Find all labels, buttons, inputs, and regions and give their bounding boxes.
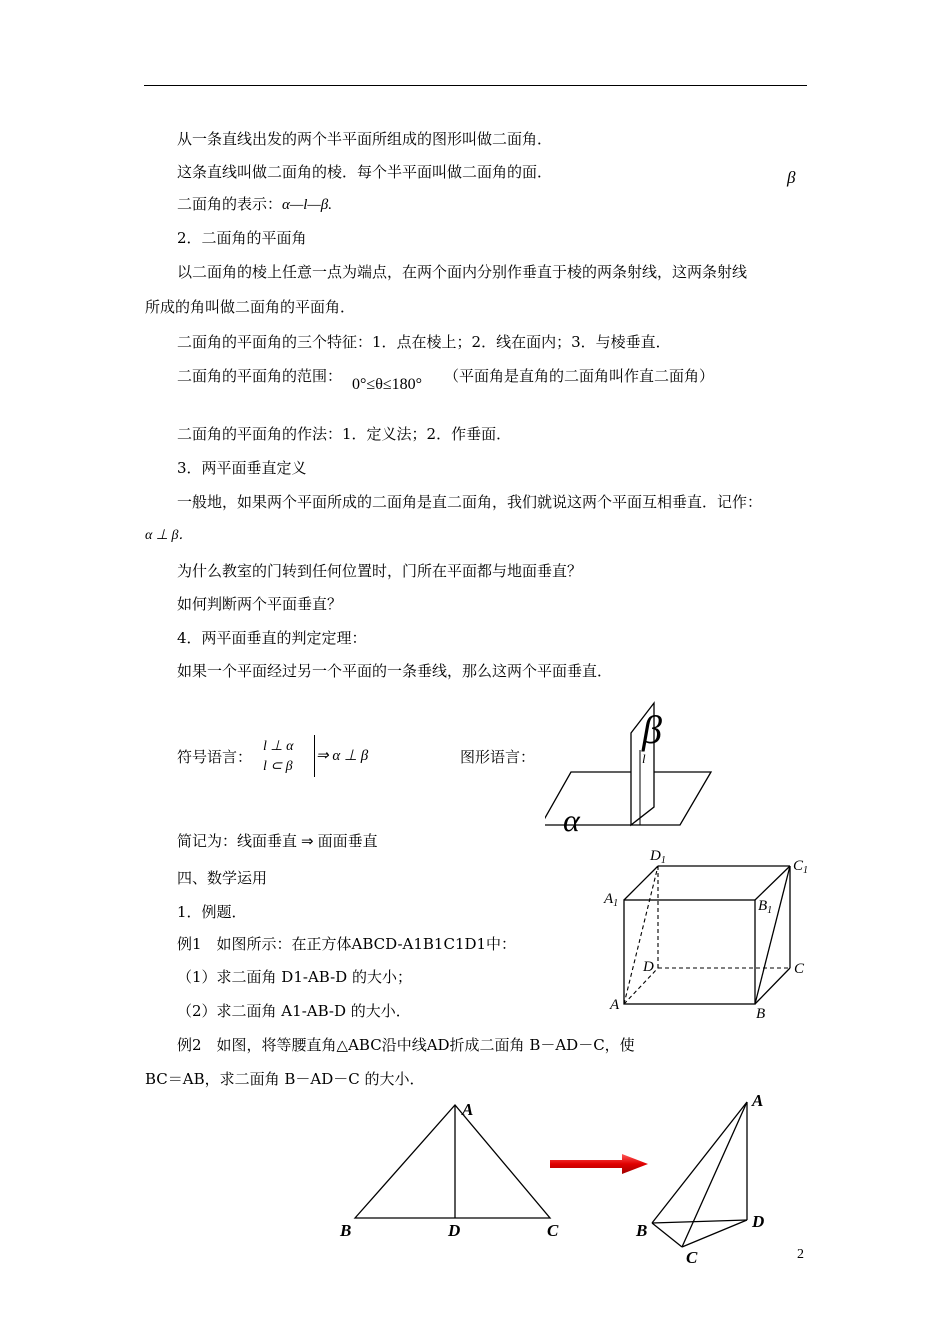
text-line-7: 二面角的平面角的三个特征：1．点在棱上；2．线在面内；3．与棱垂直． — [177, 333, 671, 351]
label-C: C — [794, 961, 805, 977]
symbol-result: ⇒ α ⊥ β — [316, 748, 369, 764]
example-2-line-a: 例2 如图，将等腰直角△ABC沿中线AD折成二面角 B－AD－C，使 — [177, 1036, 635, 1054]
text-line-13: 为什么教室的门转到任何位置时，门所在平面都与地面垂直？ — [177, 562, 583, 580]
tri-label-B: B — [340, 1221, 352, 1240]
text-line-6: 所成的角叫做二面角的平面角． — [145, 298, 356, 316]
examples-heading: 1．例题． — [177, 903, 247, 921]
fold-edge-bd — [652, 1220, 747, 1223]
summary-arrow: ⇒ — [301, 834, 314, 850]
triangle-abc — [355, 1105, 550, 1218]
label-B: B — [756, 1006, 766, 1022]
label-A: A — [610, 997, 620, 1013]
tri-label-C: C — [547, 1221, 559, 1240]
label-D1: $D_1$ — [650, 848, 666, 866]
summary-line — [177, 831, 378, 852]
edge-b-c — [755, 968, 790, 1004]
symbol-language-label: 符号语言： — [177, 748, 253, 766]
beta-label: β — [642, 707, 662, 752]
text-line-9: 二面角的平面角的作法：1．定义法；2．作垂面． — [177, 425, 512, 443]
cube-figure — [598, 840, 818, 1025]
diagonal-b-c1 — [755, 866, 790, 1004]
edge-a1-d1 — [624, 866, 658, 900]
page-number: 2 — [797, 1247, 804, 1262]
fold-label-C: C — [686, 1248, 698, 1267]
cube-front-face — [624, 900, 755, 1004]
fold-edge-ac — [682, 1102, 747, 1247]
label-A1: $A_1$ — [604, 891, 619, 909]
folded-figure — [630, 1090, 780, 1270]
fold-label-B: B — [636, 1221, 648, 1240]
text-line-1: 从一条直线出发的两个半平面所组成的图形叫做二面角． — [177, 130, 553, 148]
text-line-11: 一般地，如果两个平面所成的二面角是直二面角，我们就说这两个平面互相垂直．记作： — [177, 493, 763, 511]
edge-b1-c1 — [755, 866, 790, 900]
side-beta-label: β — [787, 168, 796, 187]
section-4-heading: 4．两平面垂直的判定定理： — [177, 629, 367, 647]
triangle-figure — [335, 1095, 575, 1245]
symbol-line-1: l ⊥ α — [263, 739, 294, 754]
example-1-q2: （2）求二面角 A1-AB-D 的大小． — [177, 1002, 411, 1020]
fold-label-D: D — [752, 1212, 765, 1231]
figure-language-label: 图形语言： — [460, 748, 536, 766]
text-line-5: 以二面角的棱上任意一点为端点，在两个面内分别作垂直于棱的两条射线，这两条射线 — [177, 263, 748, 281]
summary-text: 简记为：线面垂直 — [177, 832, 298, 850]
text-line-8 — [177, 366, 715, 393]
notation-label: 二面角的表示： — [177, 195, 283, 213]
example-2-line-b: BC＝AB，求二面角 B－AD－C 的大小． — [145, 1070, 425, 1088]
label-D: D — [643, 959, 654, 975]
fold-edge-ab — [652, 1102, 747, 1223]
range-label: 二面角的平面角的范围： — [177, 367, 343, 385]
header-rule — [144, 85, 807, 86]
label-C1: $C_1$ — [793, 858, 809, 876]
range-note: （平面角是直角的二面角叫作直二面角） — [444, 367, 715, 385]
hidden-diagonal-a-d1 — [624, 866, 658, 1004]
example-1: 例1 如图所示：在正方体ABCD-A1B1C1D1中： — [177, 935, 517, 953]
text-line-14: 如何判断两个平面垂直？ — [177, 595, 343, 613]
tri-label-A: A — [462, 1100, 474, 1119]
section-2-heading: 2．二面角的平面角 — [177, 229, 307, 247]
perp-notation: α ⊥ β． — [145, 528, 193, 543]
label-B1: $B_1$ — [758, 898, 773, 916]
perpendicular-planes-figure — [545, 695, 725, 835]
alpha-label: α — [563, 802, 580, 835]
fold-label-A: A — [752, 1091, 764, 1110]
example-1-q1: （1）求二面角 D1-AB-D 的大小； — [177, 968, 412, 986]
summary-end: 面面垂直 — [317, 832, 378, 850]
fold-edge-bc — [652, 1223, 682, 1247]
l-label: l — [642, 751, 646, 766]
section-3-heading: 3．两平面垂直定义 — [177, 459, 307, 477]
range-math: 0°≤θ≤180° — [352, 376, 423, 393]
tri-label-D: D — [448, 1221, 461, 1240]
text-line-2: 这条直线叫做二面角的棱．每个半平面叫做二面角的面． — [177, 163, 553, 181]
theorem-text: 如果一个平面经过另一个平面的一条垂线，那么这两个平面垂直． — [177, 662, 613, 680]
section-four-heading: 四、数学运用 — [177, 869, 268, 887]
symbol-line-2: l ⊂ β — [263, 759, 293, 774]
notation-math: α—l—β. — [282, 197, 332, 213]
text-line-3 — [177, 194, 332, 215]
